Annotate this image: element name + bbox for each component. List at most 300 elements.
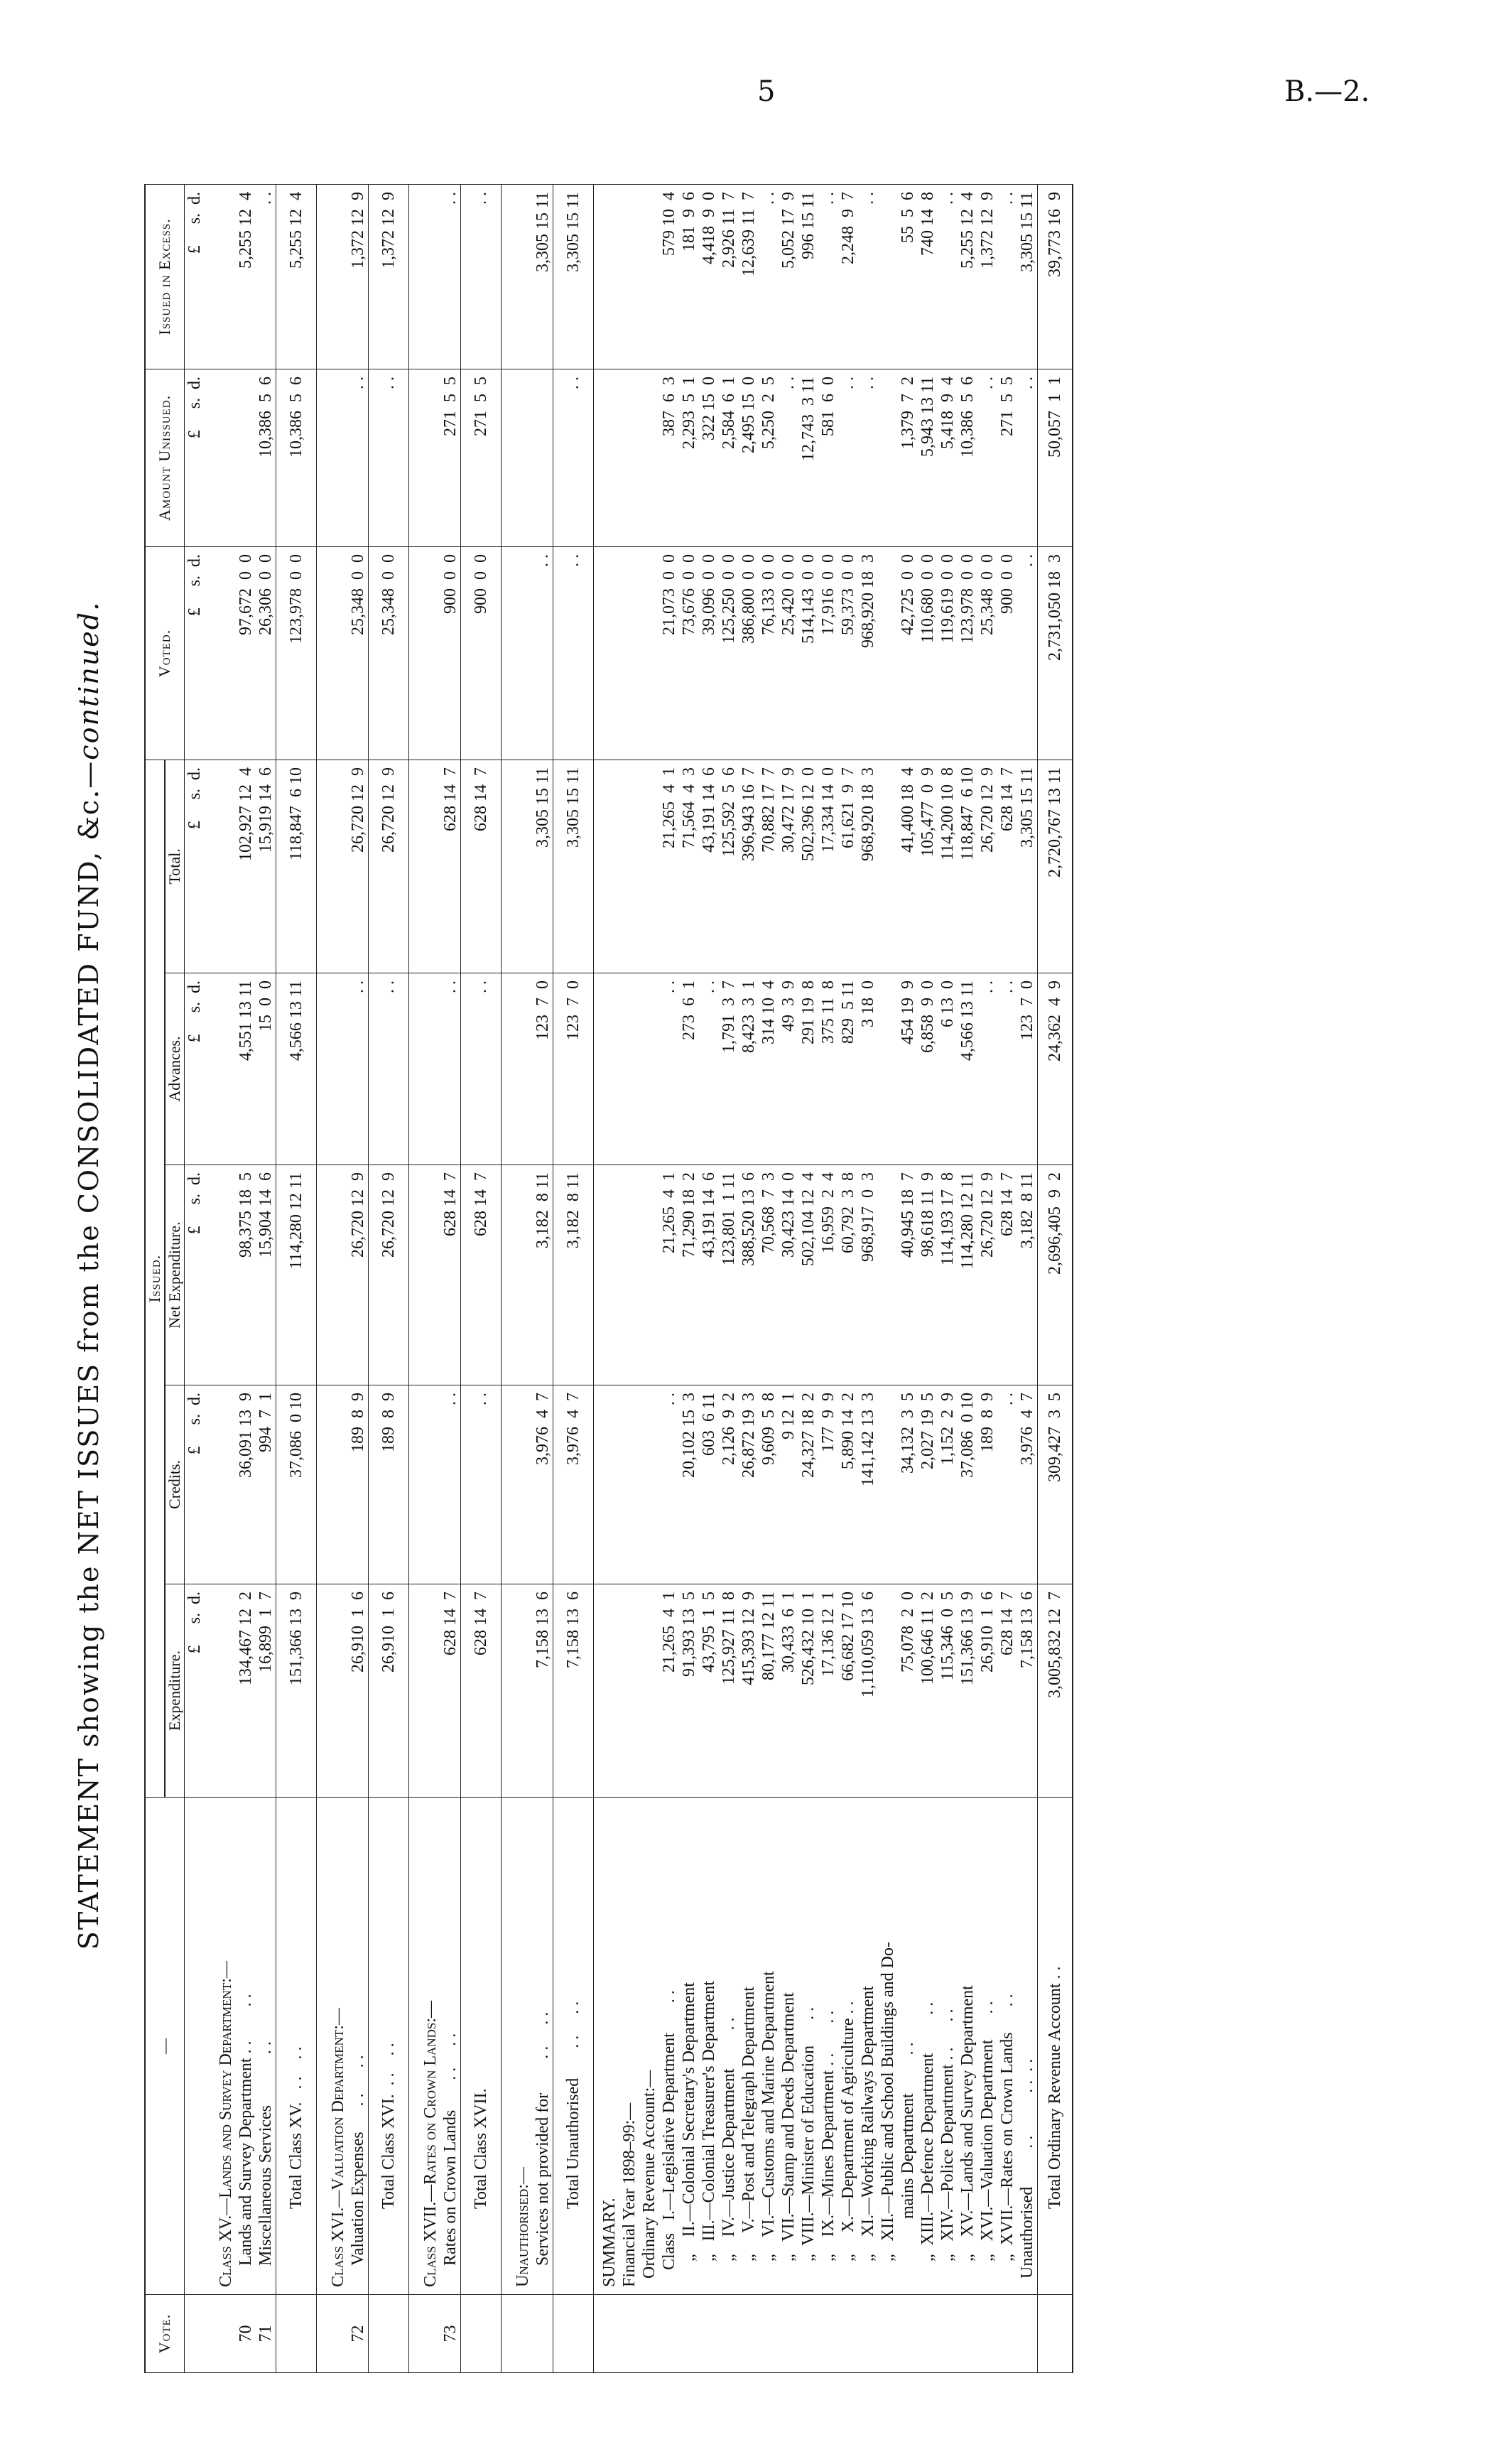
summary-cred: 1,152 2 9 xyxy=(938,1385,958,1584)
spacer-cell xyxy=(205,184,216,369)
units-label: £ s. d. xyxy=(185,1165,205,1385)
total-voted: 25,348 0 0 xyxy=(369,546,409,760)
summary-cred: 3,976 4 7 xyxy=(1017,1385,1038,1584)
summary-voted: 119,619 0 0 xyxy=(938,546,958,760)
summary-voted: 25,348 0 0 xyxy=(977,546,997,760)
spacer-cell xyxy=(502,1798,514,2295)
blank-cell xyxy=(513,184,533,369)
blank-cell xyxy=(513,369,533,546)
summary-voted: 123,978 0 0 xyxy=(958,546,977,760)
summary-excess: . . xyxy=(818,184,838,369)
cell-voted: 25,348 0 0 xyxy=(348,546,369,760)
summary-adv: 4,566 13 11 xyxy=(958,973,977,1165)
summary-total: 118,847 6 10 xyxy=(958,760,977,973)
summary-adv: 314 10 4 xyxy=(759,973,779,1165)
row-description: Lands and Survey Department . . . . xyxy=(236,1798,256,2295)
title-suffix: continued. xyxy=(73,600,104,760)
total-excess: 1,372 12 9 xyxy=(369,184,409,369)
summary-row xyxy=(898,184,918,2372)
grand-total-unissued: 50,057 1 1 xyxy=(1038,369,1073,546)
cell-total: 15,919 14 6 xyxy=(256,760,276,973)
summary-excess: 2,248 9 7 xyxy=(838,184,858,369)
vote-cell xyxy=(639,2295,659,2373)
summary-cred: 2,027 19 5 xyxy=(918,1385,938,1584)
summary-description: „ VII.—Stamp and Deeds Department xyxy=(779,1798,798,2295)
spacer-cell xyxy=(502,973,514,1165)
blank-cell xyxy=(513,1584,533,1798)
summary-cred: 34,132 3 5 xyxy=(898,1385,918,1584)
summary-net: 40,945 18 7 xyxy=(898,1165,918,1385)
summary-excess: 579 10 4 xyxy=(659,184,679,369)
summary-exp xyxy=(639,1584,659,1798)
summary-cred: 9 12 1 xyxy=(779,1385,798,1584)
spacer-cell xyxy=(317,184,329,369)
vote-number: 73 xyxy=(440,2295,461,2373)
cell-exp: 628 14 7 xyxy=(440,1584,461,1798)
summary-cred: 37,086 0 10 xyxy=(958,1385,977,1584)
summary-adv: 6 13 0 xyxy=(938,973,958,1165)
spacer-cell xyxy=(205,760,216,973)
vote-cell xyxy=(553,2295,594,2373)
summary-adv: 3 18 0 xyxy=(858,973,878,1165)
summary-excess xyxy=(639,184,659,369)
summary-net: 388,520 13 6 xyxy=(739,1165,759,1385)
vote-cell xyxy=(719,2295,739,2373)
vote-cell xyxy=(328,2295,348,2373)
summary-cred: 2,126 9 2 xyxy=(719,1385,739,1584)
total-voted: 123,978 0 0 xyxy=(276,546,317,760)
summary-total: 43,191 14 6 xyxy=(699,760,719,973)
summary-adv: . . xyxy=(659,973,679,1165)
total-unissued: . . xyxy=(369,369,409,546)
total-net: 628 14 7 xyxy=(461,1165,502,1385)
total-adv: . . xyxy=(369,973,409,1165)
summary-voted: . . xyxy=(1017,546,1038,760)
cell-net: 628 14 7 xyxy=(440,1165,461,1385)
blank-cell xyxy=(594,973,620,1165)
summary-net: 968,917 0 3 xyxy=(858,1165,878,1385)
vote-cell xyxy=(898,2295,918,2373)
statement-title xyxy=(73,149,116,2401)
section-total-row xyxy=(369,184,409,2372)
header-credits: Credits. xyxy=(165,1385,185,1584)
cell-cred: 36,091 13 9 xyxy=(236,1385,256,1584)
vote-number: 70 xyxy=(236,2295,256,2373)
summary-exp: 91,393 13 5 xyxy=(679,1584,699,1798)
summary-row xyxy=(759,184,779,2372)
blank-cell xyxy=(421,369,440,546)
grand-total-excess: 39,773 16 9 xyxy=(1038,184,1073,369)
summary-cred: 9,609 5 8 xyxy=(759,1385,779,1584)
grand-total-cred: 309,427 3 5 xyxy=(1038,1385,1073,1584)
total-label: Total Class XVII. xyxy=(461,1798,502,2295)
vote-number xyxy=(533,2295,553,2373)
cell-voted: 97,672 0 0 xyxy=(236,546,256,760)
units-label: £ s. d. xyxy=(185,760,205,973)
vote-cell xyxy=(759,2295,779,2373)
row-description: Miscellaneous Services . . xyxy=(256,1798,276,2295)
blank-cell xyxy=(216,973,236,1165)
summary-total: 396,943 16 7 xyxy=(739,760,759,973)
blank-cell xyxy=(421,973,440,1165)
summary-total: 502,396 12 0 xyxy=(798,760,818,973)
blank-cell xyxy=(328,184,348,369)
summary-description: „ XI.—Working Railways Department xyxy=(858,1798,878,2295)
blank-cell xyxy=(216,1165,236,1385)
header-issued-in-excess: Issued in Excess. xyxy=(145,184,185,369)
section-heading: Class XVI.—Valuation Department:— xyxy=(328,1798,348,2295)
summary-unissued: 12,743 3 11 xyxy=(798,369,818,546)
summary-cred: 20,102 15 3 xyxy=(679,1385,699,1584)
summary-cred: . . xyxy=(997,1385,1017,1584)
summary-exp: 628 14 7 xyxy=(997,1584,1017,1798)
cell-excess: 5,255 12 4 xyxy=(236,184,256,369)
summary-unissued: 2,495 15 0 xyxy=(739,369,759,546)
spacer-cell xyxy=(317,1165,329,1385)
units-label: £ s. d. xyxy=(185,973,205,1165)
summary-voted: 17,916 0 0 xyxy=(818,546,838,760)
grand-total-label: Total Ordinary Revenue Account . . xyxy=(1038,1798,1073,2295)
blank-cell xyxy=(328,546,348,760)
summary-adv: 123 7 0 xyxy=(1017,973,1038,1165)
summary-row xyxy=(858,184,878,2372)
vote-cell xyxy=(739,2295,759,2373)
section-heading-row xyxy=(216,184,236,2372)
summary-row xyxy=(719,184,739,2372)
summary-voted: 42,725 0 0 xyxy=(898,546,918,760)
cell-net: 3,182 8 11 xyxy=(533,1165,553,1385)
summary-unissued: . . xyxy=(858,369,878,546)
total-label: Total Unauthorised . . . . xyxy=(553,1798,594,2295)
cell-net: 15,904 14 6 xyxy=(256,1165,276,1385)
header-voted: Voted. xyxy=(145,546,185,760)
summary-net: 628 14 7 xyxy=(997,1165,1017,1385)
summary-row xyxy=(779,184,798,2372)
summary-unissued: 5,418 9 4 xyxy=(938,369,958,546)
grand-total-net: 2,696,405 9 2 xyxy=(1038,1165,1073,1385)
total-cred: 3,976 4 7 xyxy=(553,1385,594,1584)
summary-adv: . . xyxy=(977,973,997,1165)
cell-total: 3,305 15 11 xyxy=(533,760,553,973)
summary-excess: 996 15 11 xyxy=(798,184,818,369)
summary-excess: . . xyxy=(997,184,1017,369)
summary-total xyxy=(878,760,898,973)
spacer-cell xyxy=(502,1165,514,1385)
summary-exp: 100,646 11 2 xyxy=(918,1584,938,1798)
summary-excess xyxy=(878,184,898,369)
summary-total: 17,334 14 0 xyxy=(818,760,838,973)
vote-cell xyxy=(369,2295,409,2373)
blank-cell xyxy=(216,760,236,973)
summary-unissued: 10,386 5 6 xyxy=(958,369,977,546)
summary-description: „ XVII.—Rates on Crown Lands . . xyxy=(997,1798,1017,2295)
blank-cell xyxy=(421,1385,440,1584)
vote-cell xyxy=(977,2295,997,2373)
total-unissued: 10,386 5 6 xyxy=(276,369,317,546)
summary-description: „ XIV.—Police Department . . . . xyxy=(938,1798,958,2295)
net-issues-table xyxy=(144,184,1073,2373)
vote-cell xyxy=(619,2295,639,2373)
spacer-cell xyxy=(317,546,329,760)
summary-unissued: 1,379 7 2 xyxy=(898,369,918,546)
summary-exp: 30,433 6 1 xyxy=(779,1584,798,1798)
summary-exp: 7,158 13 6 xyxy=(1017,1584,1038,1798)
vote-cell xyxy=(779,2295,798,2373)
total-voted: . . xyxy=(553,546,594,760)
header-amount-unissued: Amount Unissued. xyxy=(145,369,185,546)
summary-excess: . . xyxy=(938,184,958,369)
summary-exp: 21,265 4 1 xyxy=(659,1584,679,1798)
grand-total-voted: 2,731,050 18 3 xyxy=(1038,546,1073,760)
cell-total: 26,720 12 9 xyxy=(348,760,369,973)
blank-cell xyxy=(185,1798,205,2295)
total-adv: 4,566 13 11 xyxy=(276,973,317,1165)
cell-adv: 4,551 13 11 xyxy=(236,973,256,1165)
blank-cell xyxy=(513,760,533,973)
summary-exp: 125,927 11 8 xyxy=(719,1584,739,1798)
blank-cell xyxy=(594,1584,620,1798)
section-heading: Class XVII.—Rates on Crown Lands:— xyxy=(421,1798,440,2295)
summary-cred: 26,872 19 3 xyxy=(739,1385,759,1584)
blank-cell xyxy=(216,1385,236,1584)
cell-excess: 1,372 12 9 xyxy=(348,184,369,369)
summary-unissued xyxy=(878,369,898,546)
summary-net: 21,265 4 1 xyxy=(659,1165,679,1385)
spacer-cell xyxy=(317,369,329,546)
total-exp: 151,366 13 9 xyxy=(276,1584,317,1798)
header-net-expenditure: Net Expenditure. xyxy=(165,1165,185,1385)
summary-row xyxy=(958,184,977,2372)
total-total: 628 14 7 xyxy=(461,760,502,973)
summary-unissued: . . xyxy=(977,369,997,546)
spacer-cell xyxy=(409,369,421,546)
total-total: 118,847 6 10 xyxy=(276,760,317,973)
summary-heading: SUMMARY. xyxy=(594,1798,620,2295)
blank-cell xyxy=(594,369,620,546)
summary-net: 30,423 14 0 xyxy=(779,1165,798,1385)
summary-voted: 900 0 0 xyxy=(997,546,1017,760)
summary-exp: 415,393 12 9 xyxy=(739,1584,759,1798)
cell-excess: . . xyxy=(256,184,276,369)
summary-net xyxy=(619,1165,639,1385)
summary-net: 98,618 11 9 xyxy=(918,1165,938,1385)
spacer-cell xyxy=(409,184,421,369)
summary-cred: 189 8 9 xyxy=(977,1385,997,1584)
summary-excess: 4,418 9 0 xyxy=(699,184,719,369)
spacer-cell xyxy=(409,1385,421,1584)
cell-adv: . . xyxy=(440,973,461,1165)
summary-unissued: . . xyxy=(1017,369,1038,546)
summary-voted: 59,373 0 0 xyxy=(838,546,858,760)
summary-excess: 55 5 6 xyxy=(898,184,918,369)
summary-adv: . . xyxy=(699,973,719,1165)
summary-exp xyxy=(878,1584,898,1798)
summary-row xyxy=(739,184,759,2372)
summary-row xyxy=(699,184,719,2372)
row-description: Services not provided for . . . . xyxy=(533,1798,553,2295)
header-total: Total. xyxy=(165,760,185,973)
blank-cell xyxy=(594,1385,620,1584)
summary-adv: 49 3 9 xyxy=(779,973,798,1165)
summary-row xyxy=(798,184,818,2372)
vote-cell xyxy=(938,2295,958,2373)
vote-cell xyxy=(699,2295,719,2373)
blank-cell xyxy=(216,184,236,369)
summary-total xyxy=(619,760,639,973)
spacer-cell xyxy=(205,1385,216,1584)
summary-row xyxy=(619,184,639,2372)
summary-row xyxy=(977,184,997,2372)
units-label: £ s. d. xyxy=(185,1385,205,1584)
summary-net: 3,182 8 11 xyxy=(1017,1165,1038,1385)
cell-voted: 900 0 0 xyxy=(440,546,461,760)
spacer-row xyxy=(317,184,329,2372)
summary-voted: 76,133 0 0 xyxy=(759,546,779,760)
spacer-cell xyxy=(317,2295,329,2373)
summary-unissued: 322 15 0 xyxy=(699,369,719,546)
total-label: Total Class XVI. . . . . xyxy=(369,1798,409,2295)
blank-cell xyxy=(594,1165,620,1385)
summary-unissued: 5,250 2 5 xyxy=(759,369,779,546)
total-excess: . . xyxy=(461,184,502,369)
blank-cell xyxy=(328,1385,348,1584)
summary-cred: 5,890 14 2 xyxy=(838,1385,858,1584)
cell-cred: 189 8 9 xyxy=(348,1385,369,1584)
summary-total: 968,920 18 3 xyxy=(858,760,878,973)
header-description: — xyxy=(145,1798,185,2295)
summary-unissued: 581 6 0 xyxy=(818,369,838,546)
summary-description: „ VI.—Customs and Marine Department xyxy=(759,1798,779,2295)
summary-adv: 6,858 9 0 xyxy=(918,973,938,1165)
spacer-cell xyxy=(205,1165,216,1385)
section-total-row xyxy=(276,184,317,2372)
total-total: 3,305 15 11 xyxy=(553,760,594,973)
summary-adv: 454 19 9 xyxy=(898,973,918,1165)
summary-voted xyxy=(619,546,639,760)
table-row xyxy=(236,184,256,2372)
summary-description: „ III.—Colonial Treasurer's Department xyxy=(699,1798,719,2295)
spacer-cell xyxy=(205,1798,216,2295)
summary-adv: 829 5 11 xyxy=(838,973,858,1165)
summary-heading-row xyxy=(594,184,620,2372)
vote-cell xyxy=(1038,2295,1073,2373)
blank-cell xyxy=(216,369,236,546)
spacer-cell xyxy=(502,1584,514,1798)
summary-description: „ II.—Colonial Secretary's Department xyxy=(679,1798,699,2295)
cell-cred: . . xyxy=(440,1385,461,1584)
summary-exp: 1,110,059 13 6 xyxy=(858,1584,878,1798)
vote-number: 72 xyxy=(348,2295,369,2373)
summary-row xyxy=(918,184,938,2372)
spacer-cell xyxy=(317,1798,329,2295)
grand-total-exp: 3,005,832 12 7 xyxy=(1038,1584,1073,1798)
summary-excess: . . xyxy=(759,184,779,369)
summary-voted: 968,920 18 3 xyxy=(858,546,878,760)
section-heading: Class XV.—Lands and Survey Department:— xyxy=(216,1798,236,2295)
summary-exp: 66,682 17 10 xyxy=(838,1584,858,1798)
cell-unissued xyxy=(236,369,256,546)
spacer-row xyxy=(205,184,216,2372)
summary-net: 123,801 1 11 xyxy=(719,1165,739,1385)
spacer-cell xyxy=(317,1584,329,1798)
rotated-statement xyxy=(73,149,1444,2401)
vote-cell xyxy=(838,2295,858,2373)
table-row xyxy=(533,184,553,2372)
units-label: £ s. d. xyxy=(185,546,205,760)
blank-cell xyxy=(421,546,440,760)
cell-adv: . . xyxy=(348,973,369,1165)
summary-net: 114,193 17 8 xyxy=(938,1165,958,1385)
summary-excess: 5,052 17 9 xyxy=(779,184,798,369)
cell-exp: 16,899 1 7 xyxy=(256,1584,276,1798)
blank-cell xyxy=(328,973,348,1165)
summary-unissued: 5,943 13 11 xyxy=(918,369,938,546)
summary-voted: 25,420 0 0 xyxy=(779,546,798,760)
vote-cell xyxy=(997,2295,1017,2373)
summary-exp xyxy=(619,1584,639,1798)
summary-excess: 12,639 11 7 xyxy=(739,184,759,369)
summary-description: Financial Year 1898–99:— xyxy=(619,1798,639,2295)
vote-cell xyxy=(421,2295,440,2373)
summary-total: 114,200 10 8 xyxy=(938,760,958,973)
total-exp: 26,910 1 6 xyxy=(369,1584,409,1798)
section-heading-row xyxy=(513,184,533,2372)
title-main: STATEMENT showing the NET ISSUES from the CONSOLIDATED FUND, &c.— xyxy=(73,760,104,1950)
summary-cred xyxy=(878,1385,898,1584)
summary-voted: 110,680 0 0 xyxy=(918,546,938,760)
spacer-cell xyxy=(502,369,514,546)
summary-row xyxy=(818,184,838,2372)
vote-cell xyxy=(461,2295,502,2373)
summary-exp: 26,910 1 6 xyxy=(977,1584,997,1798)
cell-exp: 7,158 13 6 xyxy=(533,1584,553,1798)
summary-row xyxy=(639,184,659,2372)
units-label: £ s. d. xyxy=(185,1584,205,1798)
total-exp: 7,158 13 6 xyxy=(553,1584,594,1798)
summary-adv: . . xyxy=(997,973,1017,1165)
summary-adv: 1,791 3 7 xyxy=(719,973,739,1165)
summary-exp: 526,432 10 1 xyxy=(798,1584,818,1798)
cell-unissued: 271 5 5 xyxy=(440,369,461,546)
spacer-row xyxy=(502,184,514,2372)
summary-description: „ XV.—Lands and Survey Department xyxy=(958,1798,977,2295)
summary-excess: 2,926 11 7 xyxy=(719,184,739,369)
summary-unissued: 271 5 5 xyxy=(997,369,1017,546)
total-adv: . . xyxy=(461,973,502,1165)
summary-description: „ V.—Post and Telegraph Department xyxy=(739,1798,759,2295)
summary-voted xyxy=(639,546,659,760)
summary-description: „ X.—Department of Agriculture . . xyxy=(838,1798,858,2295)
vote-cell xyxy=(594,2295,620,2373)
vote-cell xyxy=(513,2295,533,2373)
total-net: 114,280 12 11 xyxy=(276,1165,317,1385)
summary-exp: 80,177 12 11 xyxy=(759,1584,779,1798)
cell-cred: 3,976 4 7 xyxy=(533,1385,553,1584)
table-body xyxy=(185,184,1073,2372)
spacer-cell xyxy=(409,973,421,1165)
cell-voted: . . xyxy=(533,546,553,760)
summary-net xyxy=(878,1165,898,1385)
summary-voted: 514,143 0 0 xyxy=(798,546,818,760)
summary-exp: 17,136 12 1 xyxy=(818,1584,838,1798)
spacer-cell xyxy=(205,2295,216,2373)
total-cred: 37,086 0 10 xyxy=(276,1385,317,1584)
summary-exp: 75,078 2 0 xyxy=(898,1584,918,1798)
spacer-cell xyxy=(502,2295,514,2373)
summary-total: 105,477 0 9 xyxy=(918,760,938,973)
summary-total: 26,720 12 9 xyxy=(977,760,997,973)
summary-excess: 1,372 12 9 xyxy=(977,184,997,369)
